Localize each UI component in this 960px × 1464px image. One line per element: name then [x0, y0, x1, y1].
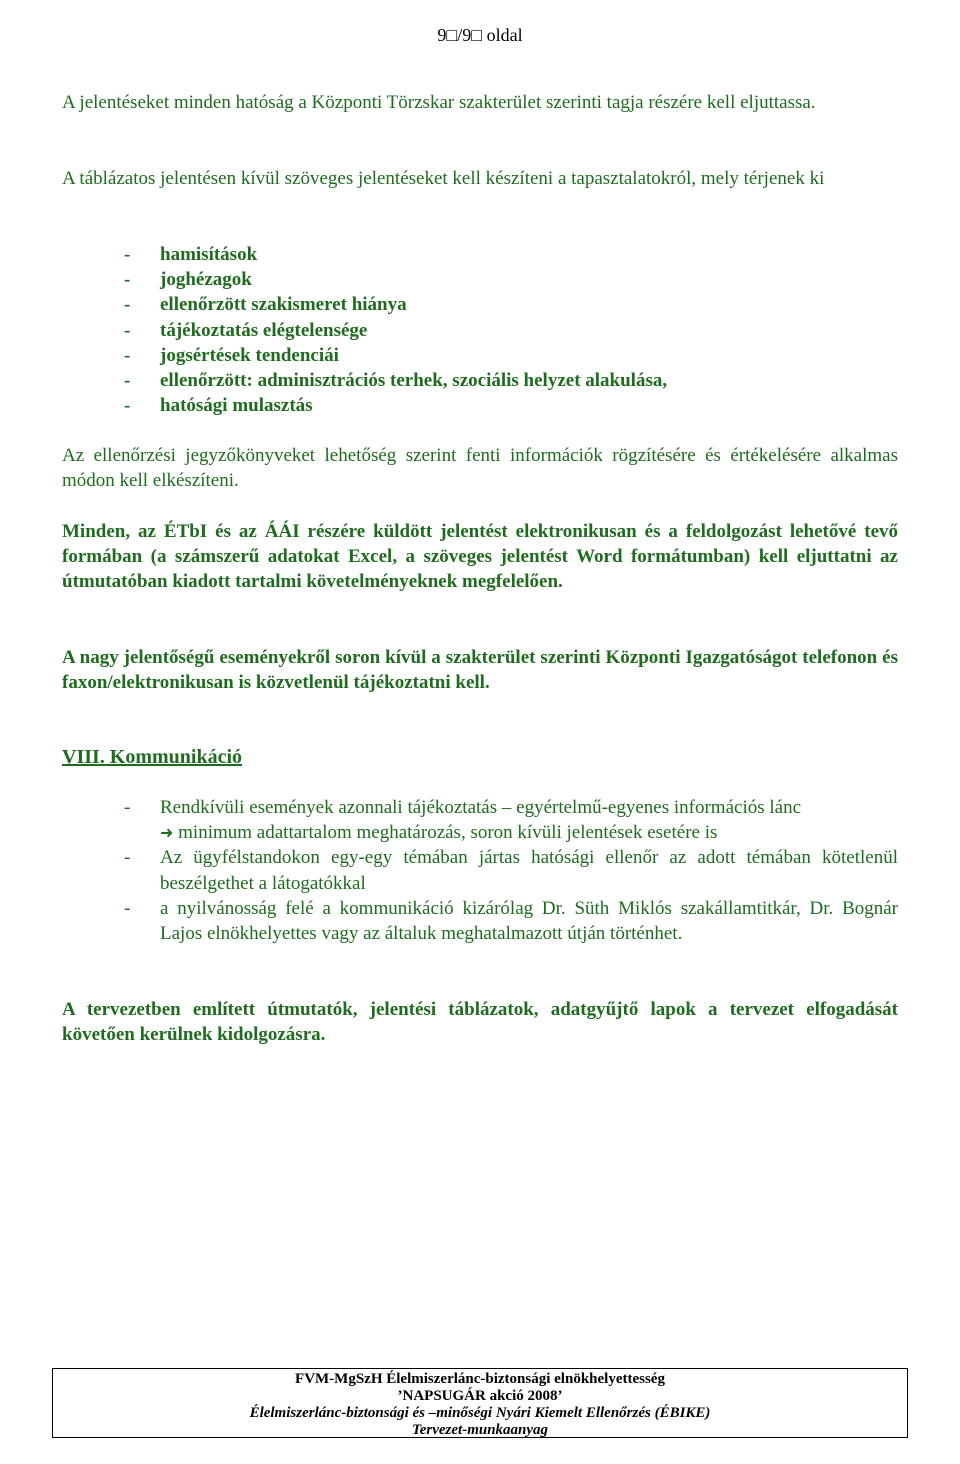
footer-line: Élelmiszerlánc-biztonsági és –minőségi Nyári Kiemelt Ellenőrzés (ÉBIKE)	[249, 1405, 711, 1421]
paragraph-major-events: A nagy jelentőségű eseményekről soron kívül a szakterület szerinti Központi Igazgatóságot telefonon és faxon/elektronikusan is közvetlenül tájékoztatni kell.	[62, 647, 898, 693]
communication-list	[124, 795, 898, 946]
page-number: 9□/9□ oldal	[437, 25, 523, 45]
list-item: - a nyilvánosság felé a kommunikáció kizárólag Dr. Süth Miklós szakállamtitkár, Dr. Bognár Lajos elnökhelyettes vagy az általuk meghatalmazott útján történhet.	[124, 897, 898, 945]
list-item: - Rendkívüli események azonnali tájékoztatás – egyértelmű-egyenes információs lánc ➜ minimum adattartalom meghatározás, soron kívüli jelentések esetére is	[124, 797, 802, 844]
topics-list	[124, 242, 667, 418]
list-item: - jogsértések tendenciái	[124, 344, 339, 366]
list-item: - joghézagok	[124, 269, 252, 291]
list-item: - tájékoztatás elégtelensége	[124, 319, 368, 341]
paragraph-inspection-records: Az ellenőrzési jegyzőkönyveket lehetőség szerint fenti információk rögzítésére és értékelésére alkalmas módon kell elkészíteni.	[62, 445, 898, 491]
section-heading: VIII. Kommunikáció	[62, 746, 243, 768]
paragraph-electronic-reports: Minden, az ÉTbI és az ÁÁI részére küldött jelentést elektronikusan és a feldolgozást lehetővé tevő formában (a számszerű adatokat Excel, a szöveges jelentést Word formátumban) kell eljuttatni az útmutatóban kiadott tartalmi követelményeknek megfelelően.	[62, 521, 898, 592]
footer-line: Tervezet-munkaanyag	[411, 1422, 549, 1438]
paragraph-text-reports: A táblázatos jelentésen kívül szöveges jelentéseket kell készíteni a tapasztalatokról, mely térjenek ki	[62, 168, 825, 189]
footer-box	[52, 1368, 908, 1438]
list-item: - ellenőrzött szakismeret hiánya	[124, 294, 407, 316]
paragraph-drafts: A tervezetben említett útmutatók, jelentési táblázatok, adatgyűjtő lapok a tervezet elfogadását követően kerülnek kidolgozásra.	[62, 999, 898, 1045]
footer-line: FVM-MgSzH Élelmiszerlánc-biztonsági elnökhelyettesség	[295, 1371, 665, 1387]
arrow-right-icon: ➜	[160, 823, 174, 843]
list-item: - Az ügyfélstandokon egy-egy témában jártas hatósági ellenőr az adott témában kötetlenül beszélgethet a látogatókkal	[124, 847, 898, 894]
list-item: - hamisítások	[124, 244, 258, 265]
paragraph-reports-recipients: A jelentéseket minden hatóság a Központi Törzskar szakterület szerinti tagja részére kell eljuttassa.	[62, 92, 816, 113]
list-item: - hatósági mulasztás	[124, 395, 313, 417]
list-item: - ellenőrzött: adminisztrációs terhek, szociális helyzet alakulása,	[124, 370, 668, 392]
footer-line: ’NAPSUGÁR akció 2008’	[397, 1388, 563, 1404]
